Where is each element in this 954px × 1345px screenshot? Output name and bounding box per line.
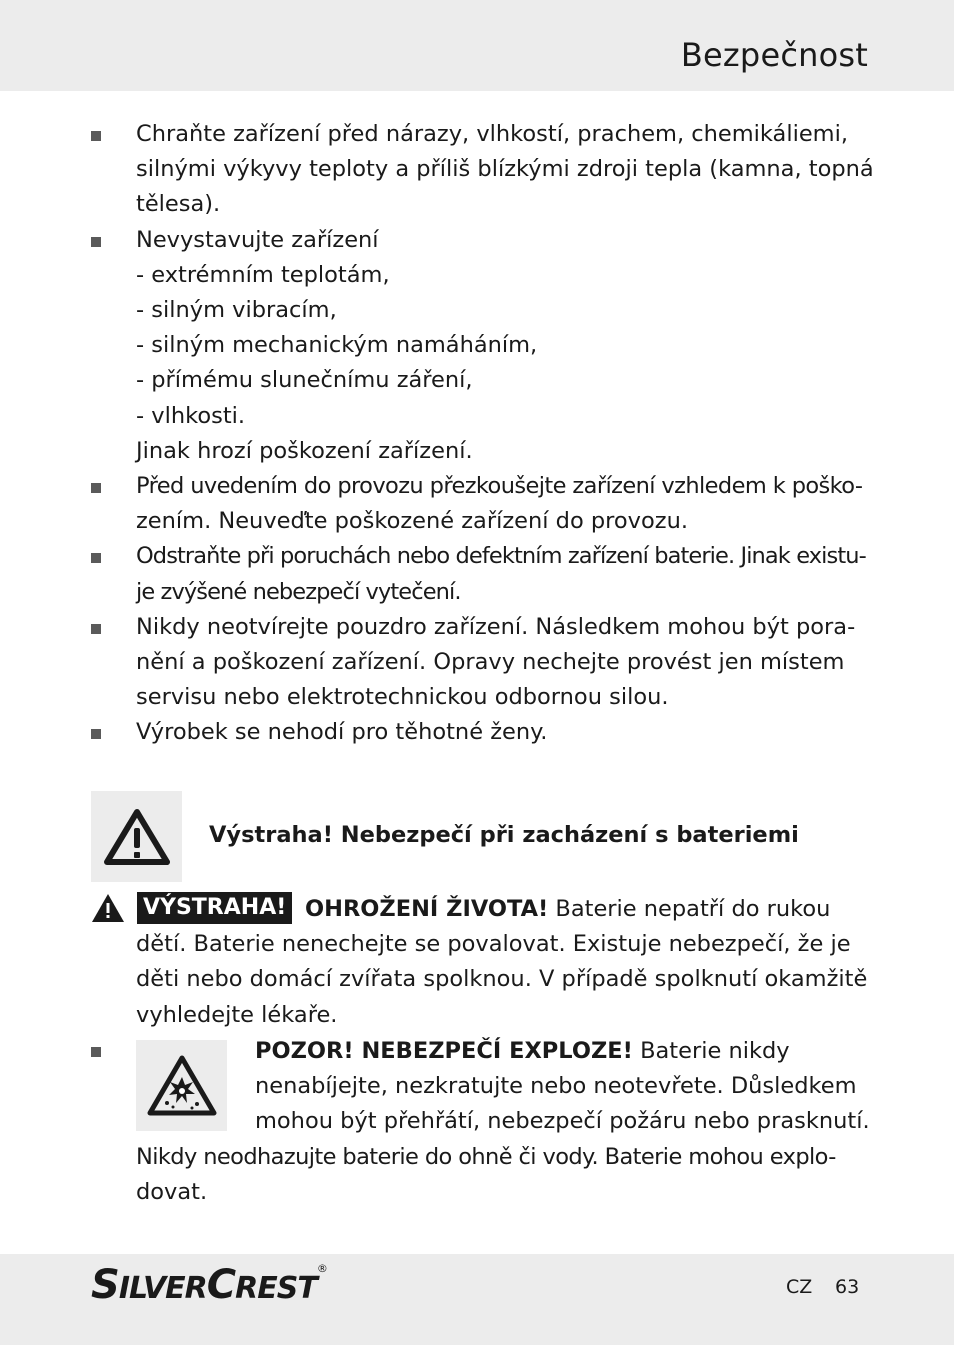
safety-list: [136, 117, 874, 751]
warning-triangle-icon: [104, 808, 170, 866]
list-item: [136, 539, 866, 609]
text-line: [136, 1069, 866, 1104]
text-line: Chraňte zařízení před nárazy, vlhkostí, prachem, chemikáliemi,: [136, 121, 849, 147]
page-title: Bezpečnost: [680, 36, 868, 74]
text-line: [136, 1034, 866, 1069]
text-line: vyhledejte lékaře.: [136, 1001, 338, 1028]
text-line: - přímému slunečnímu záření,: [136, 367, 473, 394]
text-fragment: nenabíjejte, nezkratujte nebo neotevřete. Důsledkem: [255, 1073, 857, 1100]
text-fragment: Baterie nikdy: [640, 1038, 790, 1064]
brand-logo: SILVERCREST®: [91, 1262, 328, 1308]
text-line: zením. Neuveďte poškozené zařízení do provozu.: [136, 508, 688, 535]
text-line: Nikdy neotvírejte pouzdro zařízení. Následkem mohou být pora-: [136, 613, 856, 640]
text-line: - extrémním teplotám,: [136, 261, 390, 288]
text-line: - silným mechanickým namáháním,: [136, 332, 538, 359]
text-line: Jinak hrozí poškození zařízení.: [136, 437, 473, 464]
list-item: [136, 610, 866, 716]
list-item: [136, 223, 866, 469]
list-item: [136, 469, 866, 539]
small-warning-icon: [91, 893, 125, 927]
text-line: silnými výkyvy teploty a příliš blízkými zdroji tepla (kamna, topná: [136, 156, 874, 183]
text-line: - silným vibracím,: [136, 297, 337, 324]
bullet-marker: [91, 1047, 101, 1057]
page-number: 63: [835, 1276, 860, 1298]
warning-badge: VÝSTRAHA!: [137, 892, 292, 924]
text-line: Odstraňte při poruchách nebo defektním zařízení baterie. Jinak existu-: [136, 543, 866, 570]
list-item: [136, 715, 866, 750]
text-line: tělesa).: [136, 191, 221, 218]
text-line: je zvýšené nebezpečí vytečení.: [136, 578, 461, 605]
language-code: CZ: [786, 1276, 813, 1298]
list-item: [136, 117, 874, 223]
text-line: dětí. Baterie nenechejte se povalovat. Existuje nebezpečí, že je: [136, 931, 851, 958]
text-line: Výrobek se nehodí pro těhotné ženy.: [136, 719, 548, 746]
text-line: děti nebo domácí zvířata spolknou. V případě spolknutí okamžitě: [136, 966, 868, 993]
text-fragment: Baterie nepatří do rukou: [555, 896, 831, 922]
text-line: dovat.: [136, 1178, 208, 1205]
text-line: Nikdy neodhazujte baterie do ohně či vody. Baterie mohou explo-: [136, 1143, 836, 1170]
text-line: servisu nebo elektrotechnickou odbornou silou.: [136, 684, 669, 711]
explosion-label: POZOR! NEBEZPEČÍ EXPLOZE!: [255, 1038, 633, 1064]
battery-warning-heading: Výstraha! Nebezpečí při zacházení s bateriemi: [209, 822, 799, 848]
text-line: - vlhkosti.: [136, 402, 246, 429]
warning-icon-box: [91, 791, 182, 882]
text-line: Nevystavujte zařízení: [136, 226, 379, 253]
danger-label: OHROŽENÍ ŽIVOTA!: [305, 896, 549, 922]
text-fragment: mohou být přehřátí, nebezpečí požáru nebo prasknutí.: [255, 1108, 870, 1135]
explosion-paragraph: [136, 1034, 870, 1210]
text-line: nění a poškození zařízení. Opravy nechejte provést jen místem: [136, 649, 845, 676]
warning-triangle-icon: [91, 893, 125, 923]
text-line: [136, 1104, 870, 1139]
text-line: Před uvedením do provozu přezkoušejte zařízení vzhledem k poško-: [136, 473, 863, 500]
